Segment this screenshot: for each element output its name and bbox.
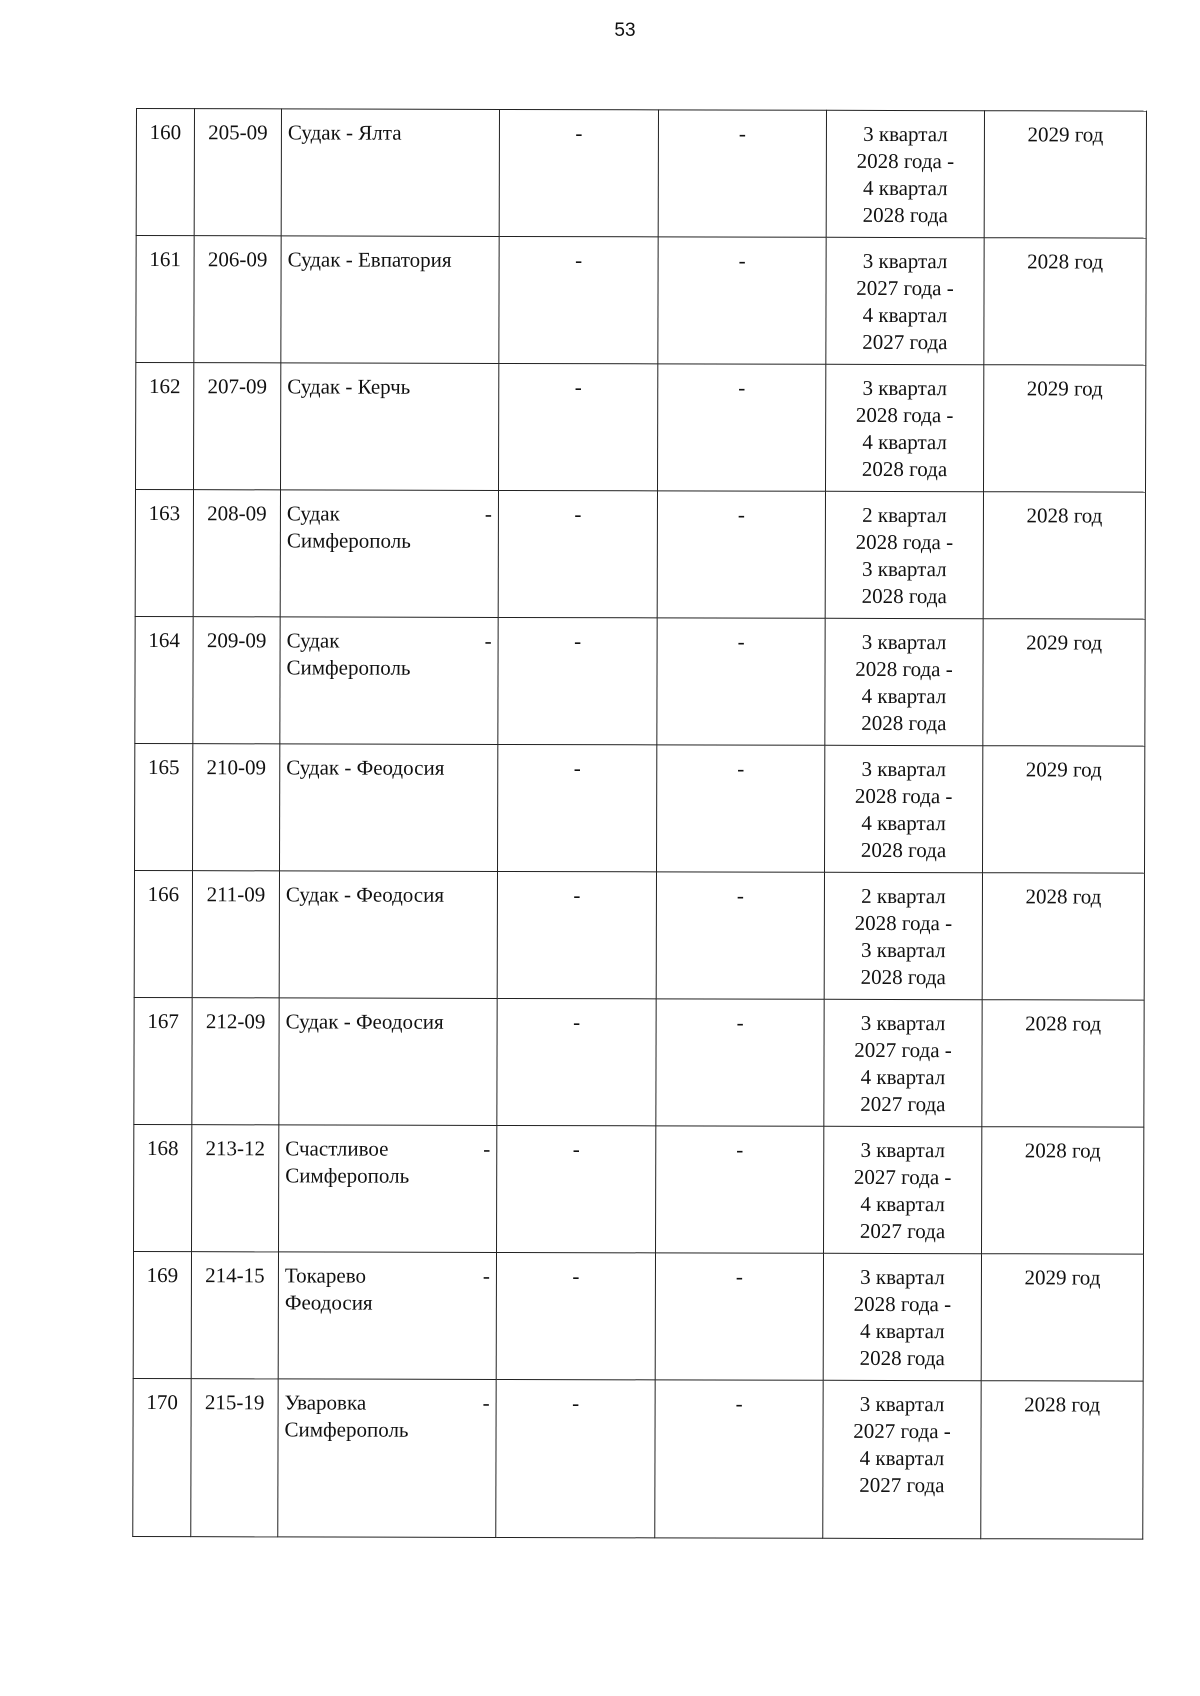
column-5-cell: - [658, 110, 826, 237]
routes-table-body [133, 109, 1147, 1540]
period-line: 2028 года - [855, 529, 954, 555]
row-number-cell: 166 [134, 870, 192, 997]
row-number-cell: 169 [133, 1251, 191, 1378]
period-cell [825, 618, 983, 745]
route-name-cell [281, 109, 499, 237]
column-5-cell: - [657, 745, 825, 872]
route-name-cell [279, 871, 497, 999]
period-line: 2028 года [861, 583, 947, 609]
route-name-cell [279, 998, 497, 1126]
period-cell [824, 872, 982, 999]
period-line: 2028 года [859, 1345, 945, 1371]
route-code-cell: 207-09 [194, 363, 281, 490]
column-5-cell: - [656, 872, 824, 999]
period-cell [823, 1380, 981, 1538]
period-cell [825, 364, 983, 491]
period-line: 4 квартал [862, 429, 947, 455]
route-name-cell [278, 1252, 496, 1380]
row-number-cell: 168 [134, 1124, 192, 1251]
routes-table [132, 108, 1147, 1540]
period-line: 3 квартал [863, 121, 948, 147]
route-name: Судак - Феодосия [285, 882, 445, 907]
route-name: Судак - Керчь [287, 374, 411, 399]
route-name-dash: - [484, 501, 492, 526]
route-name: Судак [286, 501, 340, 526]
period-line: 4 квартал [860, 1191, 945, 1217]
route-code-cell: 208-09 [193, 490, 280, 617]
period-line: 4 квартал [859, 1445, 945, 1471]
route-code-cell: 213-12 [192, 1125, 279, 1252]
period-line: 2028 года - [854, 910, 953, 936]
period-line: 3 квартал [862, 248, 948, 274]
table-row [134, 997, 1144, 1127]
column-5-cell: - [657, 364, 825, 491]
year-cell: 2029 год [983, 619, 1145, 746]
column-5-cell: - [657, 618, 825, 745]
row-number-cell: 163 [135, 490, 193, 617]
row-number-cell: 160 [136, 109, 194, 236]
period-line: 3 квартал [860, 1264, 945, 1290]
table-row [136, 363, 1146, 493]
period-line: 2028 года [860, 837, 947, 863]
year-cell: 2028 год [984, 238, 1146, 365]
route-name-line2: Симферополь [286, 655, 411, 680]
route-name: Судак - Ялта [287, 120, 402, 145]
year-cell: 2028 год [982, 1000, 1144, 1127]
route-name: Судак - Феодосия [285, 1009, 444, 1034]
route-code-cell: 214-15 [191, 1252, 278, 1379]
route-name-cell [279, 1125, 497, 1253]
table-row [136, 109, 1146, 239]
row-number-cell: 164 [135, 616, 193, 743]
period-line: 3 квартал [860, 937, 946, 963]
route-name: Уваровка [284, 1390, 367, 1415]
period-cell [824, 1126, 982, 1253]
period-line: 2028 года - [856, 148, 955, 174]
year-cell: 2028 год [983, 492, 1145, 619]
period-line: 4 квартал [861, 683, 947, 709]
route-name-cell [281, 363, 499, 491]
column-4-cell: - [499, 236, 658, 363]
route-name-cell [280, 744, 498, 872]
period-line: 3 квартал [862, 375, 948, 401]
period-cell [826, 110, 984, 237]
route-code-cell: 205-09 [194, 109, 281, 236]
year-cell: 2028 год [982, 1127, 1144, 1254]
column-4-cell: - [497, 998, 656, 1125]
period-line: 3 квартал [861, 556, 947, 582]
row-number-cell: 167 [134, 997, 192, 1124]
column-4-cell: - [496, 1379, 655, 1537]
column-4-cell: - [498, 617, 657, 744]
period-line: 2028 года [862, 202, 948, 228]
period-line: 2027 года [860, 1091, 946, 1117]
year-cell: 2028 год [981, 1381, 1143, 1539]
period-line: 3 квартал [860, 1137, 946, 1163]
route-name: Счастливое [285, 1136, 389, 1161]
period-line: 3 квартал [860, 1010, 946, 1036]
period-cell [825, 745, 983, 872]
period-line: 4 квартал [860, 1064, 946, 1090]
period-line: 2027 года [862, 329, 948, 355]
route-code-cell: 206-09 [194, 236, 281, 363]
route-name-dash: - [483, 1136, 491, 1161]
column-5-cell: - [656, 1126, 824, 1253]
period-line: 2028 года - [854, 783, 953, 809]
route-name: Судак - Феодосия [286, 755, 445, 780]
route-name-cell [280, 617, 498, 745]
period-line: 2028 года - [855, 402, 954, 428]
column-5-cell: - [657, 491, 825, 618]
period-cell [823, 1253, 981, 1380]
period-line: 2027 года [859, 1218, 946, 1244]
period-line: 2 квартал [862, 502, 947, 528]
period-line: 4 квартал [862, 302, 948, 328]
route-name-line2: Симферополь [284, 1417, 409, 1442]
year-cell: 2029 год [981, 1254, 1143, 1381]
period-line: 3 квартал [861, 629, 947, 655]
row-number-cell: 161 [136, 236, 194, 363]
period-cell [825, 491, 983, 618]
period-line: 4 квартал [862, 175, 948, 201]
route-name-dash: - [484, 628, 492, 653]
route-name: Судак [286, 628, 340, 653]
period-line: 2028 года - [855, 656, 953, 682]
period-line: 4 квартал [861, 810, 946, 836]
column-4-cell: - [497, 871, 656, 998]
column-4-cell: - [499, 363, 658, 490]
period-line: 2027 года - [853, 1164, 952, 1190]
route-code-cell: 212-09 [192, 998, 279, 1125]
route-code-cell: 211-09 [192, 871, 279, 998]
period-line: 2027 года [859, 1472, 945, 1498]
route-name-cell [278, 1379, 496, 1538]
period-line: 2 квартал [861, 883, 946, 909]
period-line: 2027 года - [856, 275, 954, 301]
year-cell: 2029 год [984, 111, 1146, 238]
period-line: 3 квартал [861, 756, 947, 782]
route-name-line2: Симферополь [286, 528, 411, 553]
column-4-cell: - [498, 490, 657, 617]
route-name-cell [281, 236, 499, 364]
table-row [134, 870, 1144, 1000]
period-line: 3 квартал [859, 1391, 945, 1417]
period-line: 2027 года - [853, 1418, 951, 1444]
year-cell: 2028 год [982, 873, 1144, 1000]
table-row [134, 1124, 1144, 1254]
table-row [135, 490, 1145, 620]
period-line: 2028 года - [853, 1291, 952, 1317]
column-5-cell: - [655, 1380, 823, 1538]
table-row [136, 236, 1146, 366]
route-name-line2: Феодосия [284, 1290, 373, 1315]
column-4-cell: - [497, 1125, 656, 1252]
table-row [135, 743, 1145, 873]
route-name-line2: Симферополь [285, 1163, 410, 1188]
page-number: 53 [614, 20, 636, 41]
period-cell [824, 999, 982, 1126]
period-line: 2028 года [861, 710, 947, 736]
route-code-cell: 215-19 [191, 1379, 278, 1537]
period-cell [826, 237, 984, 364]
route-name-dash: - [482, 1263, 490, 1288]
year-cell: 2029 год [983, 746, 1145, 873]
period-line: 2027 года - [854, 1037, 952, 1063]
route-name-cell [280, 490, 498, 618]
column-4-cell: - [496, 1252, 655, 1379]
route-name: Судак - Евпатория [287, 247, 452, 272]
route-name: Токарево [284, 1263, 367, 1288]
column-4-cell: - [498, 744, 657, 871]
route-code-cell: 210-09 [193, 744, 280, 871]
column-4-cell: - [499, 109, 658, 236]
table-row [133, 1378, 1143, 1539]
table-row [135, 616, 1145, 746]
column-5-cell: - [658, 237, 826, 364]
row-number-cell: 162 [136, 363, 194, 490]
table-row [133, 1251, 1143, 1381]
row-number-cell: 165 [135, 743, 193, 870]
row-number-cell: 170 [133, 1378, 191, 1536]
year-cell: 2029 год [983, 365, 1145, 492]
route-code-cell: 209-09 [193, 617, 280, 744]
column-5-cell: - [655, 1253, 823, 1380]
column-5-cell: - [656, 999, 824, 1126]
period-line: 4 квартал [859, 1318, 945, 1344]
period-line: 2028 года [860, 964, 946, 990]
period-line: 2028 года [861, 456, 948, 482]
route-name-dash: - [482, 1390, 490, 1415]
